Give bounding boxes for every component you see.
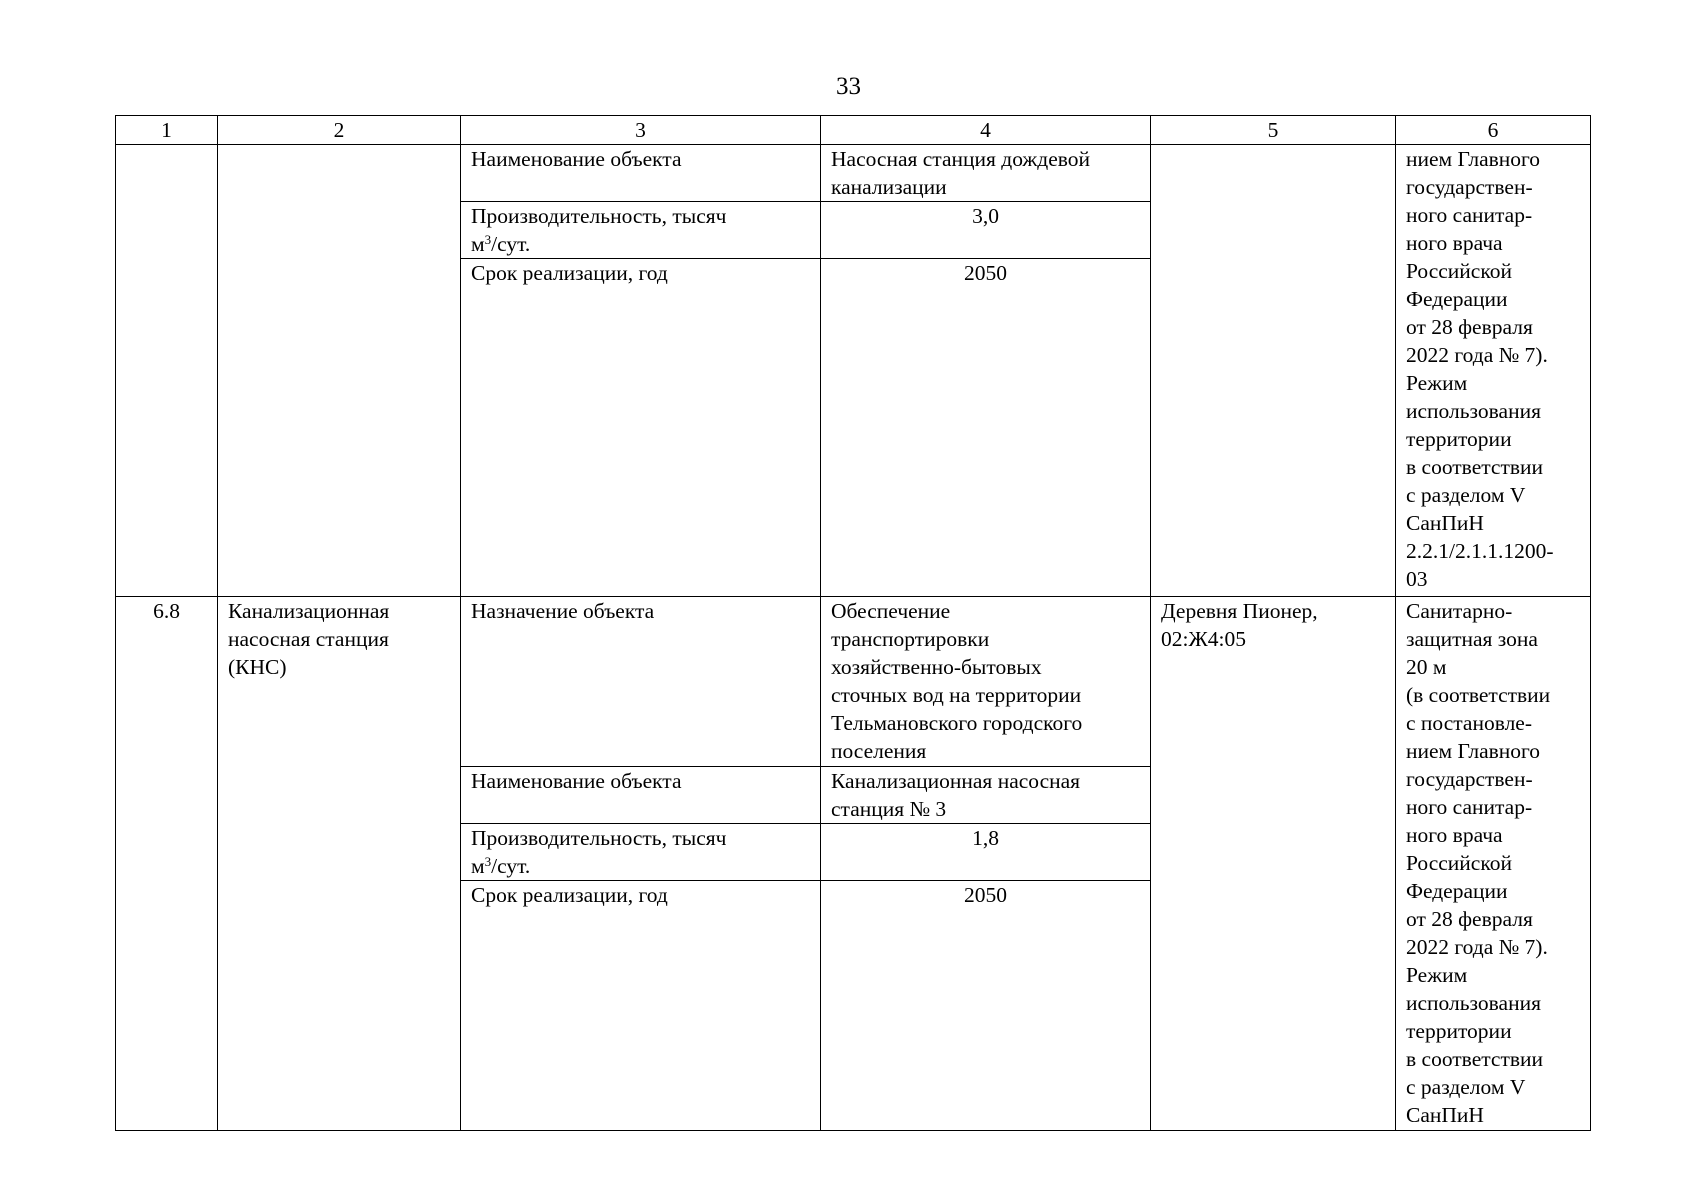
param-cell: Назначение объекта (461, 597, 821, 767)
zone-cell: Санитарно- защитная зона 20 м (в соответствии с постановле- нием Главного государствен- ного санитар- ного врача Российской Федерации от 28 февраля 2022 года № 7). Режим использования территории в соответствии с разделом V СанПиН (1396, 597, 1591, 1131)
objects-table (115, 115, 1591, 1131)
column-header: 5 (1151, 116, 1396, 145)
table-row (116, 145, 1591, 202)
param-cell: Производительность, тысяч $м^3$/сут. (461, 202, 821, 259)
param-cell: Срок реализации, год (461, 881, 821, 1131)
entry-number-cell (116, 145, 218, 597)
entry-name-cell (218, 145, 461, 597)
zone-cell: нием Главного государствен- ного санитар- ного врача Российской Федерации от 28 февраля 2022 года № 7). Режим использования территории в соответствии с разделом V СанПиН 2.2.1/2.1.1.1200- 03 (1396, 145, 1591, 597)
column-header: 6 (1396, 116, 1591, 145)
column-header: 3 (461, 116, 821, 145)
value-cell: Канализационная насосная станция № 3 (821, 767, 1151, 824)
location-cell (1151, 145, 1396, 597)
value-cell: 2050 (821, 259, 1151, 597)
value-cell: 3,0 (821, 202, 1151, 259)
value-cell: Насосная станция дождевой канализации (821, 145, 1151, 202)
param-cell: Срок реализации, год (461, 259, 821, 597)
entry-number-cell: 6.8 (116, 597, 218, 1131)
param-cell: Производительность, тысяч $м^3$/сут. (461, 824, 821, 881)
location-cell: Деревня Пионер, 02:Ж4:05 (1151, 597, 1396, 1131)
value-cell: 2050 (821, 881, 1151, 1131)
column-header: 2 (218, 116, 461, 145)
entry-name-cell: Канализационная насосная станция (КНС) (218, 597, 461, 1131)
column-header: 1 (116, 116, 218, 145)
table-row (116, 597, 1591, 767)
param-cell: Наименование объекта (461, 767, 821, 824)
page-number: 33 (836, 73, 861, 100)
table-header-row (116, 116, 1591, 145)
value-cell: 1,8 (821, 824, 1151, 881)
param-cell: Наименование объекта (461, 145, 821, 202)
value-cell: Обеспечение транспортировки хозяйственно-бытовых сточных вод на территории Тельмановского городского поселения (821, 597, 1151, 767)
column-header: 4 (821, 116, 1151, 145)
